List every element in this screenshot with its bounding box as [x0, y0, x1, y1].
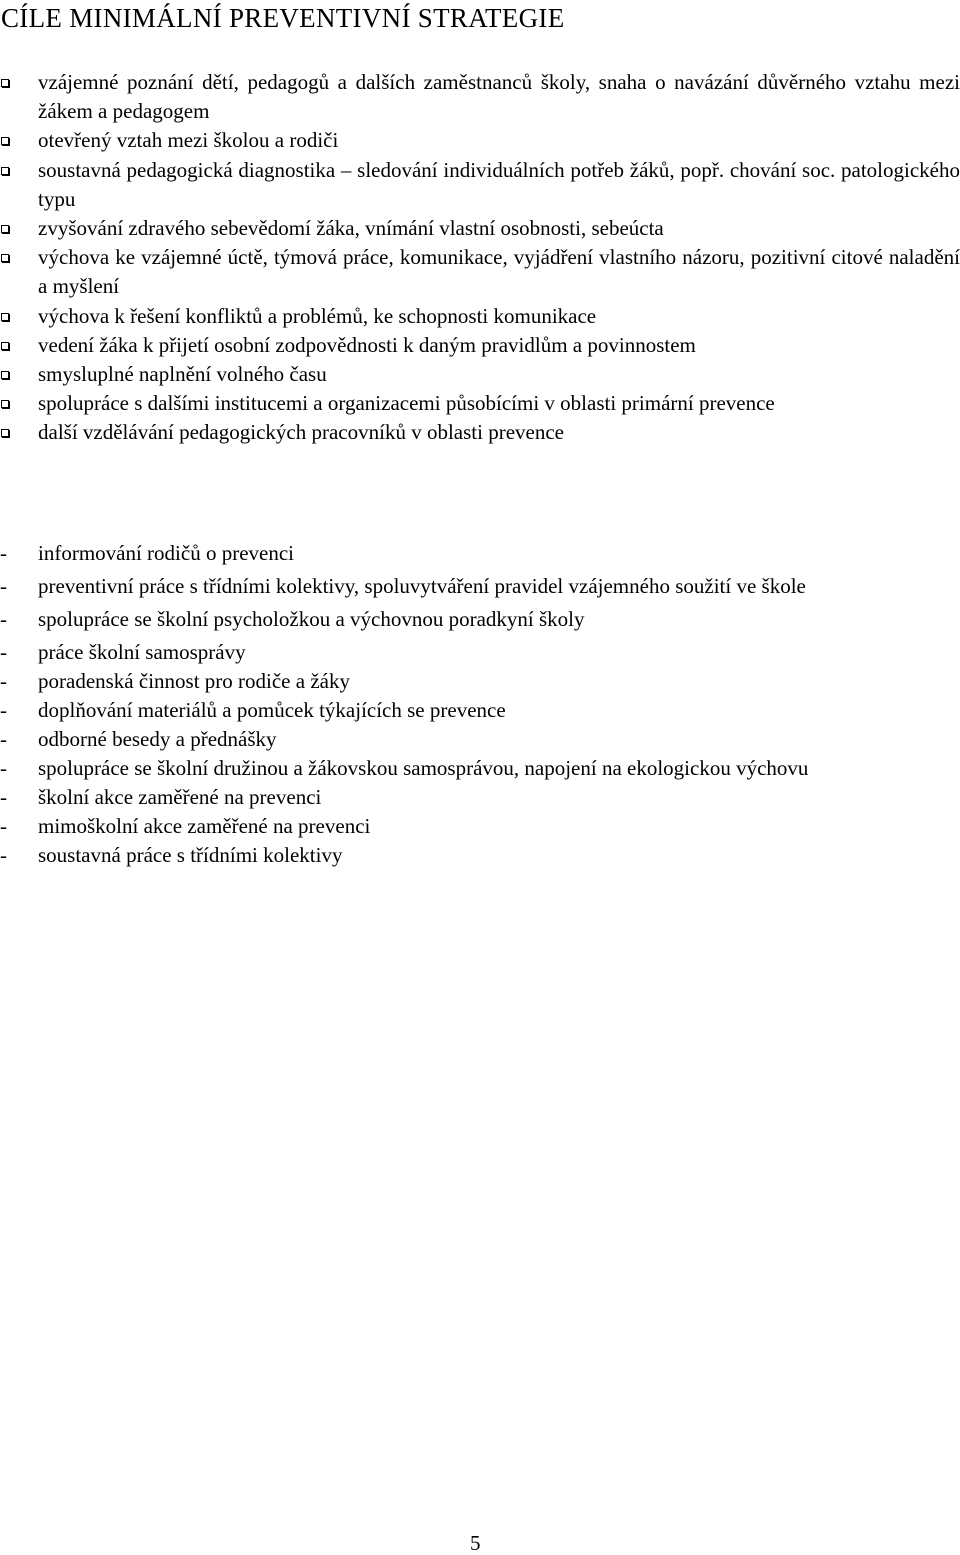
page-number: 5 — [470, 1531, 481, 1555]
activity-item — [0, 605, 960, 634]
checkbox-bullet-icon — [1, 342, 9, 350]
goal-item-text: vedení žáka k přijetí osobní zodpovědnosti k daným pravidlům a povinnostem — [38, 332, 696, 357]
goal-item — [0, 68, 960, 126]
activity-item-text: poradenská činnost pro rodiče a žáky — [38, 669, 350, 693]
checkbox-bullet-icon — [1, 79, 9, 87]
activity-item-text: preventivní práce s třídními kolektivy, spoluvytváření pravidel vzájemného soužití ve škole — [38, 574, 806, 598]
goal-item-text: smysluplné naplnění volného času — [38, 362, 327, 387]
activity-item-text: soustavná práce s třídními kolektivy — [38, 843, 343, 867]
checkbox-bullet-icon — [1, 254, 9, 262]
goal-item-text: vzájemné poznání dětí, pedagogů a dalších zaměstnanců školy, snaha o navázání důvěrného vztahu mezi žákem a pedagogem — [38, 70, 960, 124]
goal-item-text: další vzdělávání pedagogických pracovníků v oblasti prevence — [38, 420, 564, 445]
dash-marker: - — [0, 727, 7, 751]
goal-item — [0, 389, 960, 418]
dash-marker: - — [0, 541, 7, 565]
goal-item — [0, 360, 960, 389]
goal-item — [0, 302, 960, 331]
activity-item-text: mimoškolní akce zaměřené na prevenci — [38, 814, 371, 838]
goal-item — [0, 214, 960, 243]
page-title: CÍLE MINIMÁLNÍ PREVENTIVNÍ STRATEGIE — [1, 3, 565, 33]
goal-item — [0, 331, 960, 360]
goal-item-text: soustavná pedagogická diagnostika – sledování individuálních potřeb žáků, popř. chování soc. patologického typu — [38, 157, 960, 211]
activity-item-text: práce školní samosprávy — [38, 640, 246, 664]
goal-item-text: spolupráce s dalšími institucemi a organizacemi působícími v oblasti primární prevence — [38, 391, 775, 416]
activity-item — [0, 667, 960, 696]
activity-item-text: spolupráce se školní družinou a žákovskou samosprávou, napojení na ekologickou výchovu — [38, 756, 809, 780]
goal-item — [0, 243, 960, 301]
activity-item — [0, 841, 960, 870]
checkbox-bullet-icon — [1, 167, 9, 175]
activity-item-text: spolupráce se školní psycholožkou a výchovnou poradkyní školy — [38, 607, 585, 631]
checkbox-bullet-icon — [1, 429, 9, 437]
checkbox-bullet-icon — [1, 371, 9, 379]
activity-item — [0, 572, 960, 601]
activity-item — [0, 539, 960, 568]
activity-item — [0, 725, 960, 754]
checkbox-bullet-icon — [1, 313, 9, 321]
activity-item-text: informování rodičů o prevenci — [38, 541, 294, 565]
dash-marker: - — [0, 843, 7, 867]
activity-item — [0, 783, 960, 812]
activity-item — [0, 812, 960, 841]
dash-marker: - — [0, 785, 7, 809]
dash-marker: - — [0, 669, 7, 693]
dash-marker: - — [0, 814, 7, 838]
dash-marker: - — [0, 640, 7, 664]
dash-marker: - — [0, 756, 7, 780]
activity-item — [0, 754, 960, 783]
goal-item-text: výchova ke vzájemné úctě, týmová práce, komunikace, vyjádření vlastního názoru, pozitivní citové naladění a myšlení — [38, 245, 960, 299]
goal-item — [0, 156, 960, 214]
dash-marker: - — [0, 607, 7, 631]
checkbox-bullet-icon — [1, 400, 9, 408]
goal-item-text: výchova k řešení konfliktů a problémů, ke schopnosti komunikace — [38, 303, 597, 328]
goal-item — [0, 126, 960, 155]
dash-marker: - — [0, 698, 7, 722]
dash-marker: - — [0, 574, 7, 598]
activities-list — [0, 539, 960, 870]
goal-item-text: zvyšování zdravého sebevědomí žáka, vnímání vlastní osobnosti, sebeúcta — [38, 216, 664, 241]
activity-item-text: školní akce zaměřené na prevenci — [38, 785, 322, 809]
activity-item — [0, 638, 960, 667]
checkbox-bullet-icon — [1, 225, 9, 233]
activity-item-text: odborné besedy a přednášky — [38, 727, 277, 751]
goal-item — [0, 418, 960, 447]
activity-item — [0, 696, 960, 725]
checkbox-bullet-icon — [1, 137, 9, 145]
goals-list — [0, 68, 960, 448]
activity-item-text: doplňování materiálů a pomůcek týkajících se prevence — [38, 698, 506, 722]
goal-item-text: otevřený vztah mezi školou a rodiči — [38, 128, 339, 153]
